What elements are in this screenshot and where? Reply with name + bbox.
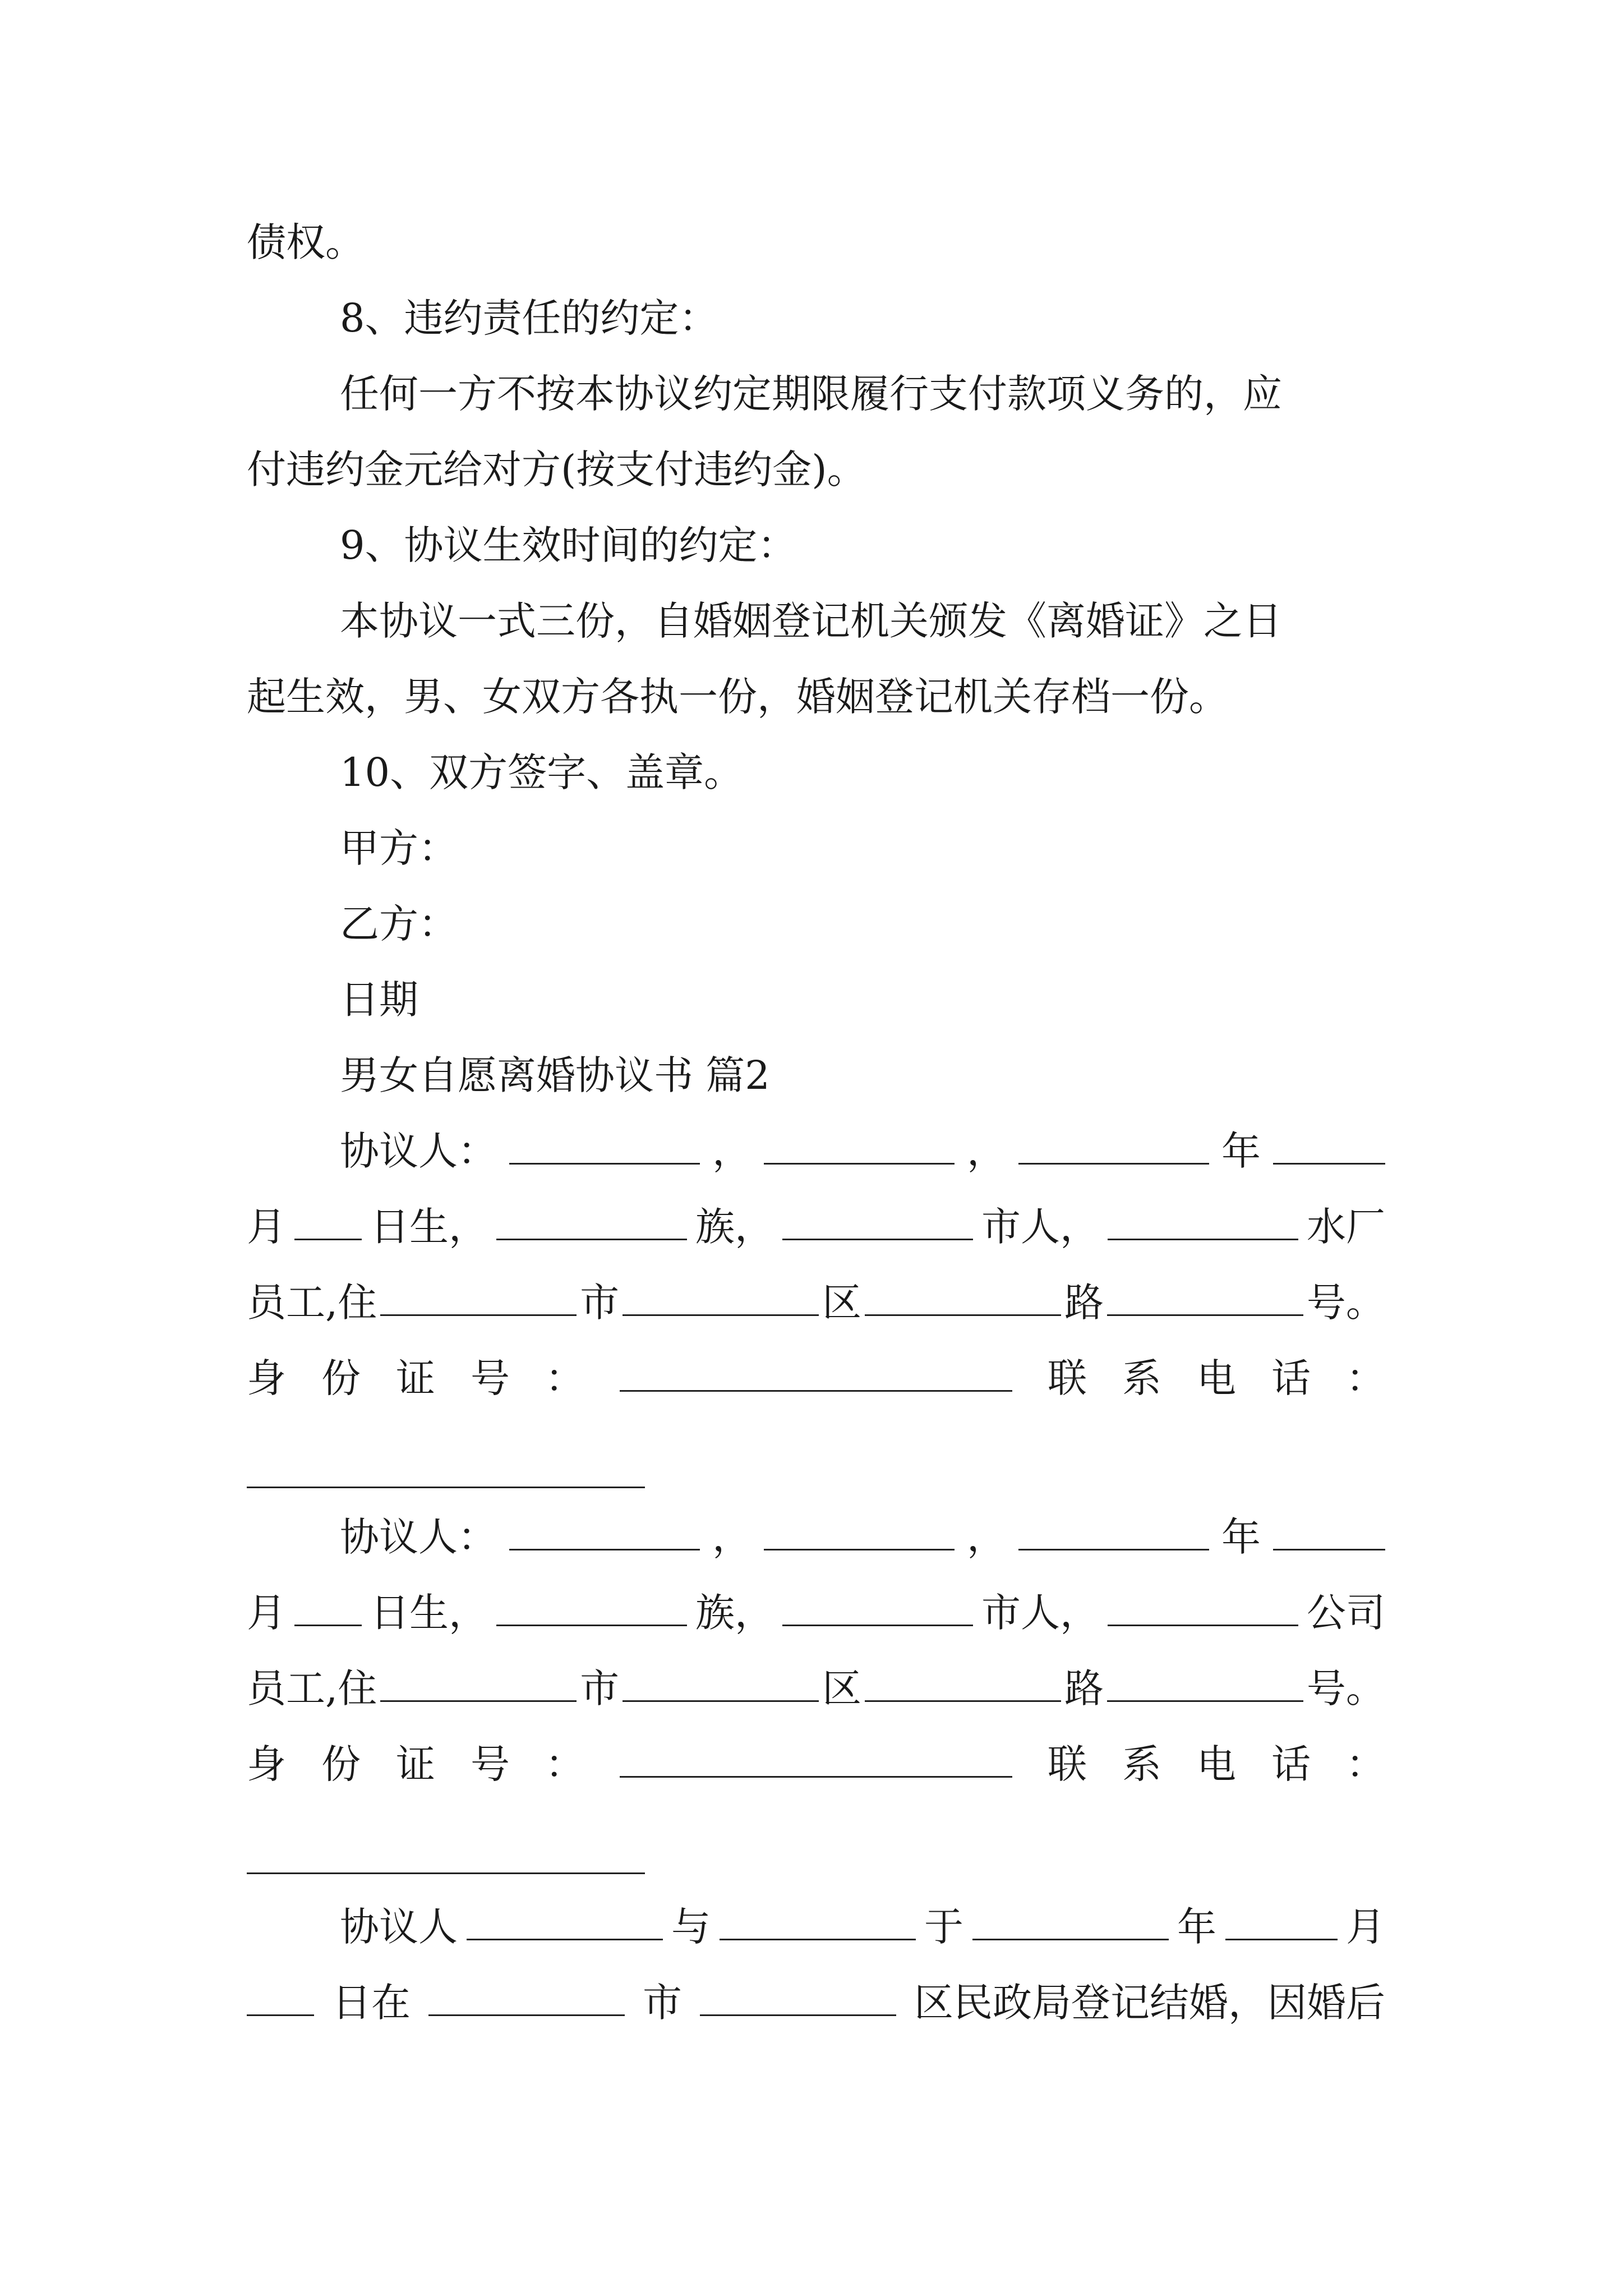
phone-char: ： (1346, 1355, 1385, 1401)
text-line: 本协议一式三份，自婚姻登记机关颁发《离婚证》之日 (340, 598, 1282, 644)
id-char: 份 (321, 1355, 361, 1401)
person-b-blank[interactable] (720, 1905, 916, 1940)
text-line: 付违约金元给对方(按支付违约金)。 (247, 447, 866, 493)
id-char: 证 (396, 1741, 435, 1787)
name-blank[interactable] (509, 1129, 700, 1165)
phone-char: 电 (1197, 1355, 1236, 1401)
district-label: 区 (822, 1665, 862, 1711)
month-label: 月 (247, 1204, 286, 1250)
ethnic-label: 族， (695, 1590, 774, 1636)
road-blank[interactable] (865, 1281, 1061, 1316)
staff-live-label: 员工,住 (247, 1665, 377, 1711)
party1-line4 (247, 1339, 1385, 1418)
party1-line2 (247, 1188, 1385, 1266)
city-blank[interactable] (380, 1281, 577, 1316)
gender-blank[interactable] (764, 1515, 955, 1550)
phone-char: 联 (1048, 1355, 1087, 1401)
marriage-city-blank[interactable] (428, 1981, 625, 2016)
month-label: 月 (247, 1590, 286, 1636)
phone-char: 话 (1271, 1741, 1311, 1787)
registered-text: 区民政局登记结婚，因婚后 (914, 1980, 1385, 2026)
employer-label: 公司 (1307, 1590, 1385, 1636)
at-label: 于 (924, 1904, 963, 1950)
phone-char: 系 (1122, 1741, 1161, 1787)
birth-day-blank[interactable] (294, 1591, 362, 1626)
section-title: 男女自愿离婚协议书 篇2 (340, 1052, 770, 1098)
gender-blank[interactable] (764, 1129, 955, 1165)
road-label: 路 (1064, 1665, 1104, 1711)
party2-line2 (247, 1573, 1385, 1652)
text-line: 起生效，男、女双方各执一份，婚姻登记机关存档一份。 (247, 674, 1228, 720)
phone-char: 联 (1048, 1741, 1087, 1787)
district-label: 区 (822, 1280, 862, 1326)
party-label: 协议人： (340, 1514, 497, 1560)
number-blank[interactable] (1107, 1667, 1303, 1702)
number-blank[interactable] (1107, 1281, 1303, 1316)
born-label: 日生， (370, 1590, 488, 1636)
phone-char: ： (1346, 1741, 1385, 1787)
name-blank[interactable] (509, 1515, 700, 1550)
phone-char: 电 (1197, 1741, 1236, 1787)
id-char: 号 (471, 1741, 510, 1787)
day-in-label: 日在 (332, 1980, 411, 2026)
birth-day-blank[interactable] (294, 1205, 362, 1240)
text-line: 债权。 (247, 219, 365, 265)
clause-heading-8: 8、违约责任的约定： (340, 295, 718, 341)
employer-blank[interactable] (1108, 1205, 1298, 1240)
ethnic-label: 族， (695, 1204, 774, 1250)
number-label: 号。 (1306, 1665, 1385, 1711)
id-char: 身 (247, 1355, 286, 1401)
employer-blank[interactable] (1108, 1591, 1298, 1626)
text-line: 任何一方不按本协议约定期限履行支付款项义务的，应 (340, 371, 1282, 417)
birth-month-blank[interactable] (1273, 1515, 1385, 1550)
year-label: 年 (1221, 1128, 1261, 1174)
ethnicity-blank[interactable] (496, 1205, 687, 1240)
clause-heading-9: 9、协议生效时间的约定： (340, 522, 797, 568)
road-label: 路 (1064, 1280, 1104, 1326)
city-label: 市 (643, 1980, 682, 2026)
number-label: 号。 (1306, 1280, 1385, 1326)
person-label: 协议人 (340, 1904, 458, 1950)
phone-blank[interactable] (247, 1487, 645, 1488)
comma: ， (967, 1514, 1006, 1560)
party2-line3 (247, 1649, 1385, 1728)
city-blank[interactable] (380, 1667, 577, 1702)
month-label: 月 (1346, 1904, 1385, 1950)
phone-char: 话 (1271, 1355, 1311, 1401)
id-char: 号 (471, 1355, 510, 1401)
birth-year-blank[interactable] (1018, 1129, 1209, 1165)
id-number-blank[interactable] (620, 1356, 1012, 1392)
marriage-line2 (247, 1963, 1385, 2042)
staff-live-label: 员工,住 (247, 1280, 377, 1326)
phone-blank[interactable] (247, 1872, 645, 1874)
comma: ， (967, 1128, 1006, 1174)
hometown-blank[interactable] (782, 1205, 973, 1240)
id-char: 身 (247, 1741, 286, 1787)
cityperson-label: 市人， (981, 1204, 1099, 1250)
clause-heading-10: 10、双方签字、盖章。 (340, 749, 744, 795)
marriage-day-blank[interactable] (247, 1981, 314, 2016)
cityperson-label: 市人， (981, 1590, 1099, 1636)
party2-line4 (247, 1725, 1385, 1803)
party-label: 协议人： (340, 1128, 497, 1174)
marriage-line1 (340, 1888, 1385, 1966)
person-a-blank[interactable] (467, 1905, 663, 1940)
year-label: 年 (1177, 1904, 1216, 1950)
city-label: 市 (580, 1665, 620, 1711)
district-blank[interactable] (623, 1667, 819, 1702)
ethnicity-blank[interactable] (496, 1591, 687, 1626)
phone-char: 系 (1122, 1355, 1161, 1401)
district-blank[interactable] (623, 1281, 819, 1316)
with-label: 与 (671, 1904, 711, 1950)
party-a-label: 甲方： (340, 825, 458, 871)
party2-line1 (340, 1498, 1385, 1576)
birth-month-blank[interactable] (1273, 1129, 1385, 1165)
marriage-district-blank[interactable] (700, 1981, 896, 2016)
year-label: 年 (1221, 1514, 1261, 1560)
road-blank[interactable] (865, 1667, 1061, 1702)
city-label: 市 (580, 1280, 620, 1326)
id-char: 份 (321, 1741, 361, 1787)
party-b-label: 乙方： (340, 901, 458, 947)
date-label: 日期 (340, 977, 418, 1023)
id-char: ： (545, 1355, 584, 1401)
id-number-blank[interactable] (620, 1742, 1012, 1778)
comma: ， (712, 1514, 751, 1560)
marriage-month-blank[interactable] (1225, 1905, 1338, 1940)
comma: ， (712, 1128, 751, 1174)
birth-year-blank[interactable] (1018, 1515, 1209, 1550)
employer-label: 水厂 (1307, 1204, 1385, 1250)
marriage-year-blank[interactable] (972, 1905, 1169, 1940)
id-char: ： (545, 1741, 584, 1787)
party1-line3 (247, 1263, 1385, 1342)
born-label: 日生， (370, 1204, 488, 1250)
hometown-blank[interactable] (782, 1591, 973, 1626)
party1-line1 (340, 1112, 1385, 1190)
id-char: 证 (396, 1355, 435, 1401)
